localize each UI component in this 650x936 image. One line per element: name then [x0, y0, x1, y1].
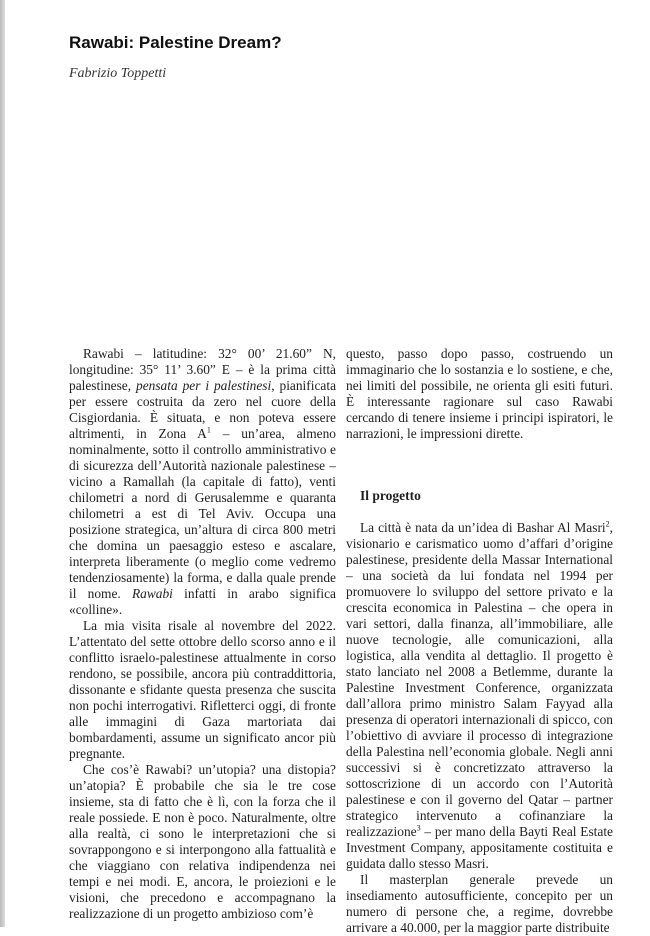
section-heading-progetto: Il progetto — [360, 488, 421, 503]
article-author: Fabrizio Toppetti — [69, 66, 167, 81]
text-column-left — [69, 346, 336, 922]
italic-word-rawabi: Rawabi — [131, 586, 173, 601]
footnote-ref-1[interactable]: 1 — [206, 425, 211, 435]
paragraph-2: La mia visita risale al novembre del 2022. L’attentato del sette ottobre dello scorso anno e il conflitto israelo-palestinese attualmente in corso rendono, se possibile, ancora più contraddittoria, dissonante e sfidante questa presenza che suscita non pochi interrogativi. Rifletterci oggi, di fronte alle immagini di Gaza martoriata dai bombardamenti, assume un significato ancor più pregnante. — [69, 618, 336, 761]
paragraph-3-continued: questo, passo dopo passo, costruendo un immaginario che lo sostanzia e lo sostiene, e che, nei limiti del possibile, ne orienta gli esiti futuri. È interessante ragionare sul caso Rawabi cercando di tenere insieme i principi ispiratori, le narrazioni, le impressioni dirette. — [346, 346, 613, 441]
paragraph-3: Che cos’è Rawabi? un’utopia? una distopia? un’atopia? È probabile che sia le tre cose insieme, sta di fatto che è lì, con la forza che il reale possiede. E non è poco. Naturalmente, oltre alla realtà, ci sono le interpretazioni che si sovrappongono e si interpongono alla fattualità e che viaggiano con relativa indipendenza nei tempi e nei modi. E, ancora, le proiezioni e le visioni, che precedono e accompagnano la realizzazione di un progetto ambizioso com’è — [69, 762, 336, 921]
page-edge-strip — [0, 0, 5, 927]
footnote-ref-2[interactable]: 2 — [605, 519, 610, 529]
paragraph-1: Rawabi – latitudine: 32° 00’ 21.60” N, longitudine: 35° 11’ 3.60” E – è la prima città palestinese, pensata per i palestinesi, pianificata per essere costruita da zero nel cuore della Cisgiordania. È situata, e non poteva essere altrimenti, in Zona $A^1$ – un’area, almeno nominalmente, sotto il controllo amministrativo e di sicurezza dell’Autorità nazionale palestinese – vicino a Ramallah (la capitale di fatto), venti chilometri a nord di Gerusalemme e quaranta chilometri a est di Tel Aviv. Occupa una posizione strategica, un’altura di circa 800 metri che domina un paesaggio esteso e ascalare, interpreta liberamente (o meglio come vedremo tendenziosamente) la forma, e dalla quale prende il nome. Rawabi infatti in arabo significa «colline». — [69, 346, 337, 617]
footnote-ref-3[interactable]: 3 — [416, 823, 421, 833]
article-title: Rawabi: Palestine Dream? — [69, 33, 282, 52]
paragraph-4: La città è nata da un’idea di Bashar Al Masri$^2$, visionario e carismatico uomo d’affari d’origine palestinese, presidente della Massar International – una società da lui fondata nel 1994 per promuovere lo sviluppo del settore privato e la crescita economica in Palestina – che opera in vari settori, dalla finanza, all’immobiliare, alle nuove tecnologie, alle comunicazioni, alla logistica, alla vendita al dettaglio. Il progetto è stato lanciato nel 2008 a Betlemme, durante la Palestine Investment Conference, organizzata dall’allora primo ministro Salam Fayyad alla presenza di operatori internazionali di spicco, con l’obiettivo di avviare il processo di integrazione della Palestina nell’economia globale. Negli anni successivi si è concretizzato attraverso la sottoscrizione di un accordo con l’Autorità palestinese e con il governo del Qatar – partner strategico intervenuto a cofinanziare la realizzazione$^3$ – per mano della Bayti Real Estate Investment Company, appositamente costituita e guidata dallo stesso Masri. — [346, 519, 613, 871]
text-column-right — [346, 346, 613, 936]
paragraph-5: Il masterplan generale prevede un insediamento autosufficiente, concepito per un numero di persone che, a regime, dovrebbe arrivare a 40.000, per la maggior parte distribuite — [346, 872, 613, 935]
italic-phrase: pensata per i palestinesi — [136, 378, 272, 393]
